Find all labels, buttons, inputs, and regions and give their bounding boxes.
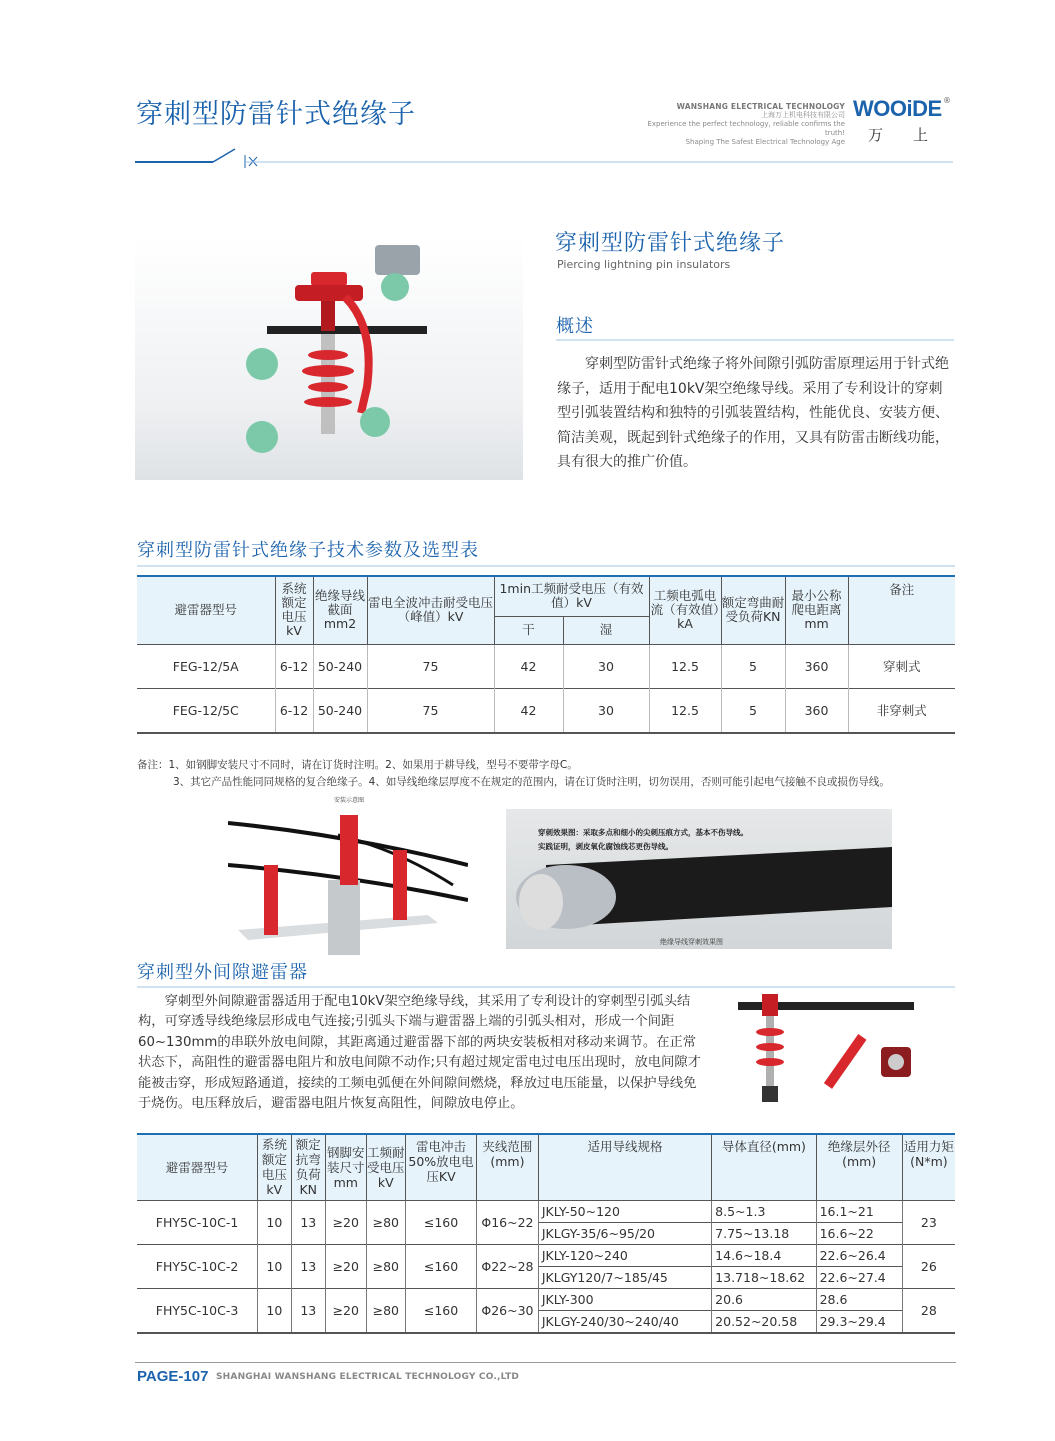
note-line-1: 备注：1、如钢脚安装尺寸不同时，请在订货时注明。2、如果用于耕导线，型号不要带字母C。	[137, 759, 578, 771]
cell-voltage: 10	[258, 1288, 291, 1333]
col-creepage: 最小公称爬电距离mm	[785, 576, 848, 644]
cell-dry: 42	[494, 644, 563, 688]
cell-foot: ≥20	[326, 1244, 367, 1288]
registered-mark: ®	[943, 96, 951, 105]
pierce-caption: 绝缘导线穿刺效果图	[660, 938, 723, 946]
cell-diameter: 13.718~18.62	[712, 1266, 816, 1288]
arrester-illustration	[736, 992, 922, 1114]
cell-section: 50-240	[313, 688, 367, 733]
overview-heading: 概述	[556, 316, 594, 337]
cell-torque: 28	[902, 1288, 955, 1333]
arrester-heading-rule	[137, 986, 955, 989]
cell-model: FHY5C-10C-3	[137, 1288, 258, 1333]
table-row	[137, 1244, 955, 1266]
cell-creep: 360	[785, 644, 848, 688]
cell-wire: JKLY-50~120	[538, 1200, 711, 1222]
cell-diameter: 20.6	[712, 1288, 816, 1310]
cell-outer: 16.1~21	[816, 1200, 902, 1222]
col-load: 额定抗弯负荷KN	[291, 1134, 325, 1200]
table-row	[137, 1288, 955, 1310]
cell-clamp: Φ22~28	[477, 1244, 539, 1288]
cell-wet: 30	[563, 644, 649, 688]
footer-rule	[135, 1362, 956, 1363]
installation-image	[228, 795, 468, 955]
col-remark: 备注	[848, 576, 955, 644]
col-pf: 工频耐受电压kV	[366, 1134, 406, 1200]
cell-arc: 12.5	[649, 688, 721, 733]
col-voltage: 系统额定电压kV	[275, 576, 313, 644]
cell-model: FHY5C-10C-1	[137, 1200, 258, 1244]
table-row	[137, 688, 955, 733]
page-number: PAGE-107	[137, 1368, 209, 1385]
cell-model: FEG-12/5C	[137, 688, 275, 733]
col-foot: 钢脚安装尺寸mm	[326, 1134, 367, 1200]
table1-heading-rule	[137, 565, 955, 568]
product-subtitle: Piercing lightning pin insulators	[557, 258, 731, 271]
cell-diameter: 8.5~1.3	[712, 1200, 816, 1222]
cell-arc: 12.5	[649, 644, 721, 688]
slogan-1: Experience the perfect technology, reliable confirms the truth!	[647, 120, 845, 137]
overview-rule	[556, 339, 954, 342]
insulator-illustration	[135, 237, 523, 480]
col-impulse: 雷电全波冲击耐受电压（峰值）kV	[367, 576, 494, 644]
brand-chinese-small: 上海万上机电科技有限公司	[761, 111, 845, 119]
col-diameter: 导体直径(mm)	[712, 1134, 816, 1200]
notes	[137, 757, 890, 791]
cell-wire: JKLGY120/7~185/45	[538, 1266, 711, 1288]
header-rule	[135, 145, 955, 175]
cell-voltage: 6-12	[275, 644, 313, 688]
brand-block	[640, 102, 845, 147]
overview-text: 穿刺型防雷针式绝缘子将外间隙引弧防雷原理运用于针式绝缘子，适用于配电10kV架空绝缘导线。采用了专利设计的穿刺型引弧装置结构和独特的引弧装置结构，性能优良、安装方便、简洁美观，既起到针式绝缘子的作用，又具有防雷击断线功能，具有很大的推广价值。	[557, 356, 949, 470]
footer-company: SHANGHAI WANSHANG ELECTRICAL TECHNOLOGY CO.,LTD	[216, 1372, 520, 1382]
col-impulse: 雷电冲击50%放电电压KV	[406, 1134, 477, 1200]
cell-impulse: 75	[367, 688, 494, 733]
cell-diameter: 7.75~13.18	[712, 1222, 816, 1244]
cell-clamp: Φ16~22	[477, 1200, 539, 1244]
cell-section: 50-240	[313, 644, 367, 688]
cell-load: 13	[291, 1244, 325, 1288]
cell-outer: 28.6	[816, 1288, 902, 1310]
cell-voltage: 6-12	[275, 688, 313, 733]
installation-illustration	[228, 805, 468, 955]
cell-voltage: 10	[258, 1244, 291, 1288]
col-power-frequency: 1min工频耐受电压（有效值）kV	[494, 576, 649, 616]
pierce-text-1: 穿刺效果图：采取多点和细小的尖刺压痕方式，基本不伤导线。	[538, 828, 748, 837]
cell-foot: ≥20	[326, 1288, 367, 1333]
cell-voltage: 10	[258, 1200, 291, 1244]
cell-wire: JKLY-120~240	[538, 1244, 711, 1266]
cell-bend: 5	[721, 688, 785, 733]
table-row	[137, 1200, 955, 1222]
cell-load: 13	[291, 1200, 325, 1244]
note-line-2: 3、其它产品性能同同规格的复合绝缘子。4、如导线绝缘层厚度不在规定的范围内，请在订货时注明，切勿误用，否则可能引起电气接触不良或损伤导线。	[173, 776, 890, 788]
page-title: 穿刺型防雷针式绝缘子	[136, 99, 416, 130]
piercing-effect-image	[506, 809, 892, 949]
cell-impulse: ≤160	[406, 1244, 477, 1288]
cell-pf: ≥80	[366, 1288, 406, 1333]
product-title: 穿刺型防雷针式绝缘子	[555, 231, 786, 256]
cell-remark: 非穿刺式	[848, 688, 955, 733]
cell-diameter: 14.6~18.4	[712, 1244, 816, 1266]
col-model: 避雷器型号	[137, 576, 275, 644]
col-wire: 适用导线规格	[538, 1134, 711, 1200]
cell-wet: 30	[563, 688, 649, 733]
col-section: 绝缘导线截面mm2	[313, 576, 367, 644]
col-dry: 干	[494, 616, 563, 644]
cell-outer: 22.6~27.4	[816, 1266, 902, 1288]
cell-impulse: ≤160	[406, 1288, 477, 1333]
col-wet: 湿	[563, 616, 649, 644]
cell-clamp: Φ26~30	[477, 1288, 539, 1333]
cell-pf: ≥80	[366, 1200, 406, 1244]
cell-torque: 23	[902, 1200, 955, 1244]
cell-model: FEG-12/5A	[137, 644, 275, 688]
arrester-text: 穿刺型外间隙避雷器适用于配电10kV架空绝缘导线，其采用了专利设计的穿刺型引弧头结构，可穿透导线绝缘层形成电气连接;引弧头下端与避雷器上端的引弧头相对，形成一个间距60~130mm的串联外放电间隙，其距离通过避雷器下部的两块安装板相对移动来调节。在正常状态下，高阻性的避雷器电阻片和放电间隙不动作;只有超过规定雷电过电压出现时，放电间隙才能被击穿，形成短路通道，接续的工频电弧便在外间隙间燃烧，释放过电压能量，以保护导线免于烧伤。电压释放后，避雷器电阻片恢复高阻性，间隙放电停止。	[138, 994, 701, 1112]
cell-creep: 360	[785, 688, 848, 733]
cell-outer: 22.6~26.4	[816, 1244, 902, 1266]
cell-wire: JKLGY-240/30~240/40	[538, 1310, 711, 1333]
cell-dry: 42	[494, 688, 563, 733]
col-clamp: 夹线范围(mm)	[477, 1134, 539, 1200]
cell-model: FHY5C-10C-2	[137, 1244, 258, 1288]
col-model: 避雷器型号	[137, 1134, 258, 1200]
arrester-heading: 穿刺型外间隙避雷器	[137, 962, 308, 983]
brand-logo: WOOiDE	[853, 96, 942, 121]
arrester-spec-table	[137, 1133, 955, 1334]
cell-bend: 5	[721, 644, 785, 688]
table1-heading: 穿刺型防雷针式绝缘子技术参数及选型表	[137, 540, 479, 561]
installation-caption: 安装示意图	[334, 797, 365, 804]
col-torque: 适用力矩(N*m)	[902, 1134, 955, 1200]
cell-wire: JKLGY-35/6~95/20	[538, 1222, 711, 1244]
col-bending-load: 额定弯曲耐受负荷KN	[721, 576, 785, 644]
pierce-text-2: 实践证明，剥皮氧化腐蚀线芯更伤导线。	[538, 842, 673, 851]
col-arc-current: 工频电弧电流（有效值）kA	[649, 576, 721, 644]
cell-foot: ≥20	[326, 1200, 367, 1244]
cell-load: 13	[291, 1288, 325, 1333]
insulator-spec-table	[137, 575, 955, 734]
cell-torque: 26	[902, 1244, 955, 1288]
cell-pf: ≥80	[366, 1244, 406, 1288]
cell-diameter: 20.52~20.58	[712, 1310, 816, 1333]
cell-outer: 16.6~22	[816, 1222, 902, 1244]
cell-wire: JKLY-300	[538, 1288, 711, 1310]
arrester-image	[736, 992, 922, 1114]
brand-english: WANSHANG ELECTRICAL TECHNOLOGY	[676, 102, 845, 111]
cell-outer: 29.3~29.4	[816, 1310, 902, 1333]
cell-remark: 穿刺式	[848, 644, 955, 688]
col-outer: 绝缘层外径(mm)	[816, 1134, 902, 1200]
logo-chinese: 万上	[868, 126, 959, 144]
cell-impulse: ≤160	[406, 1200, 477, 1244]
product-diagram-image	[135, 237, 523, 480]
table-row	[137, 644, 955, 688]
slogan-2: Shaping The Safest Electrical Technology Age	[685, 138, 845, 146]
cell-impulse: 75	[367, 644, 494, 688]
cable-illustration	[506, 847, 892, 947]
col-voltage: 系统额定电压kV	[258, 1134, 291, 1200]
